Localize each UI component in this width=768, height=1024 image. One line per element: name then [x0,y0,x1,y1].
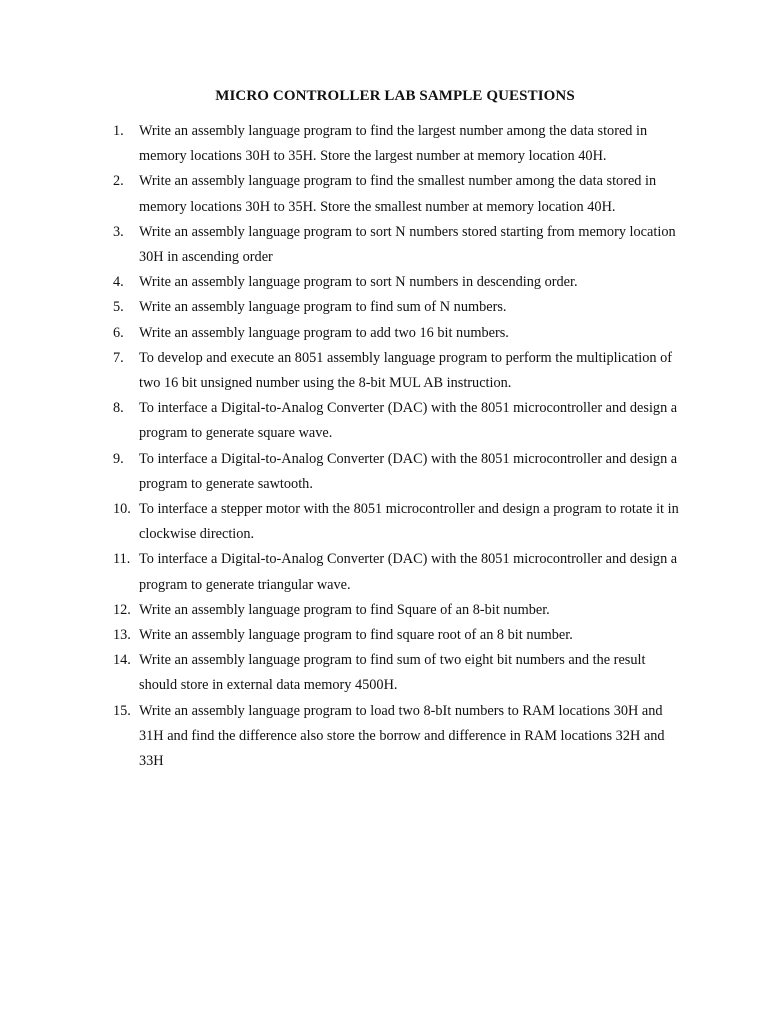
question-text: To develop and execute an 8051 assembly language program to perform the multiplication of two 16 bit unsigned number using the 8-bit MUL AB instruction. [139,349,672,392]
question-number: 11. [113,551,131,568]
question-text: Write an assembly language program to find Square of an 8-bit number. [139,601,550,618]
question-item-1 [113,119,683,169]
question-text: Write an assembly language program to sort N numbers in descending order. [139,274,578,291]
question-item-5 [113,295,683,320]
question-number: 13. [113,627,131,644]
question-number: 7. [113,349,124,366]
question-text: To interface a Digital-to-Analog Converter (DAC) with the 8051 microcontroller and design a program to generate triangular wave. [139,551,678,593]
question-number: 4. [113,274,124,291]
question-text: Write an assembly language program to add two 16 bit numbers. [139,324,509,341]
question-text: To interface a stepper motor with the 8051 microcontroller and design a program to rotate it in clockwise direction. [139,501,679,543]
question-text: Write an assembly language program to find the smallest number among the data stored in memory locations 30H to 35H. Store the smallest number at memory location 40H. [139,173,657,215]
question-text: Write an assembly language program to find the largest number among the data stored in memory locations 30H to 35H. Store the largest number at memory location 40H. [139,123,648,165]
question-text: Write an assembly language program to load two 8-bIt numbers to RAM locations 30H and 31H and find the difference also store the borrow and difference in RAM locations 32H and 33H [139,702,665,770]
question-item-10 [113,497,683,547]
question-number: 10. [113,501,131,518]
page-title: MICRO CONTROLLER LAB SAMPLE QUESTIONS [215,88,575,104]
question-text: Write an assembly language program to find square root of an 8 bit number. [139,627,573,644]
question-number: 14. [113,652,131,669]
question-item-8 [113,396,683,446]
question-item-4 [113,270,683,295]
question-item-13 [113,623,683,648]
question-text: To interface a Digital-to-Analog Converter (DAC) with the 8051 microcontroller and design a program to generate sawtooth. [139,450,678,492]
question-list [113,119,683,774]
question-text: Write an assembly language program to find sum of N numbers. [139,299,507,316]
question-item-11 [113,547,683,597]
question-item-2 [113,169,683,219]
question-number: 12. [113,601,131,618]
question-item-7 [113,346,683,396]
question-number: 6. [113,324,124,341]
question-number: 2. [113,173,124,190]
question-item-6 [113,321,683,346]
question-number: 3. [113,223,124,240]
question-text: To interface a Digital-to-Analog Converter (DAC) with the 8051 microcontroller and design a program to generate square wave. [139,400,678,442]
question-number: 5. [113,299,124,316]
question-number: 9. [113,450,124,467]
question-text: Write an assembly language program to find sum of two eight bit numbers and the result should store in external data memory 4500H. [139,652,646,694]
question-item-12 [113,598,683,623]
question-number: 15. [113,702,131,719]
question-item-14 [113,648,683,698]
question-text: Write an assembly language program to sort N numbers stored starting from memory location 30H in ascending order [139,223,676,266]
question-item-15 [113,699,683,775]
question-number: 1. [113,123,124,139]
question-item-3 [113,220,683,270]
question-number: 8. [113,400,124,417]
question-item-9 [113,447,683,497]
